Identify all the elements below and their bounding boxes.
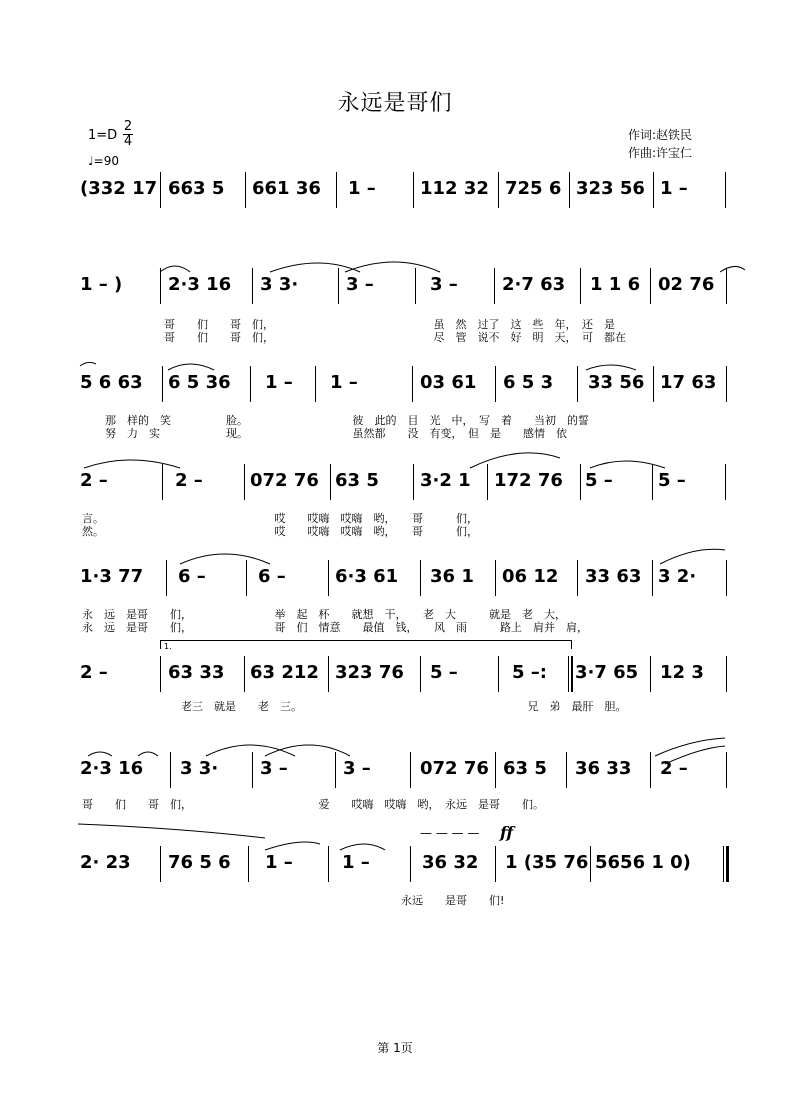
fortissimo-marking: ff <box>500 823 514 842</box>
measure-7: 33 56 <box>588 372 645 393</box>
measure-2: 6 5 36 <box>168 372 231 393</box>
measure-6: 6 5 3 <box>503 372 554 393</box>
measure-8: 3 2· <box>658 566 697 587</box>
final-barline-thick <box>726 846 729 882</box>
barline <box>487 464 488 500</box>
measure-8: 1 – <box>660 178 688 199</box>
barline <box>420 560 421 596</box>
barline <box>650 752 651 788</box>
barline <box>495 846 496 882</box>
repeat-barline <box>568 656 569 692</box>
barline <box>252 268 253 304</box>
measure-6: 5 –: <box>512 662 547 683</box>
credits <box>628 126 692 162</box>
measure-2: 3 3· <box>180 758 219 779</box>
measure-6: 172 76 <box>494 470 563 491</box>
barline <box>166 560 167 596</box>
notation-row <box>80 468 730 498</box>
barline <box>498 656 499 692</box>
barline <box>652 464 653 500</box>
measure-5: 36 32 <box>422 852 479 873</box>
barline <box>244 656 245 692</box>
measure-5: 03 61 <box>420 372 477 393</box>
time-signature-bottom: 4 <box>123 134 133 149</box>
lyrics-verse-2: 努 力 实 现。 虽然都 没 有变， 但 是 感情 依 <box>105 427 567 440</box>
measure-1: 1·3 77 <box>80 566 144 587</box>
measure-4: 3 – <box>343 758 371 779</box>
barline <box>725 464 726 500</box>
composer: 作曲:许宝仁 <box>628 146 693 160</box>
measure-4: 6·3 61 <box>335 566 399 587</box>
lyrics-verse-1: 哥 们 哥 们， 虽 然 过了 这 些 年， 还 是 <box>164 318 615 331</box>
notation-row <box>80 850 730 880</box>
measure-7: 5 – <box>585 470 613 491</box>
measure-6: 2·7 63 <box>502 274 566 295</box>
lyrics-verse-2: 然。 哎 哎嗨 哎嗨 哟， 哥 们， <box>82 525 478 538</box>
lyrics-verse-1: 那 样的 笑 脸。 彼 此的 目 光 中， 写 着 当初 的誓 <box>105 414 589 427</box>
barline <box>160 172 161 208</box>
barline <box>566 752 567 788</box>
notation-row <box>80 176 730 206</box>
barline <box>338 268 339 304</box>
barline <box>569 172 570 208</box>
lyricist: 作词:赵铁民 <box>628 128 693 142</box>
barline <box>250 366 251 402</box>
measure-3: 072 76 <box>250 470 319 491</box>
slur <box>84 460 180 468</box>
measure-3: 661 36 <box>252 178 321 199</box>
barline <box>726 366 727 402</box>
measure-3: 63 212 <box>250 662 319 683</box>
slur <box>265 842 320 850</box>
measure-8: 2 – <box>660 758 688 779</box>
measure-5: 36 1 <box>430 566 474 587</box>
measure-4: 63 5 <box>335 470 379 491</box>
measure-5: 112 32 <box>420 178 489 199</box>
measure-8: 5 – <box>658 470 686 491</box>
barline <box>413 172 414 208</box>
barline <box>413 464 414 500</box>
barline <box>580 464 581 500</box>
slur <box>345 262 440 272</box>
barline <box>650 268 651 304</box>
measure-1: 1 – ) <box>80 274 123 295</box>
slur <box>265 745 350 756</box>
lyrics-verse-1: 永远 是哥 们! <box>82 894 505 907</box>
slur <box>78 824 265 838</box>
slur <box>80 362 96 366</box>
measure-7: 323 56 <box>576 178 645 199</box>
volta-label: 1. <box>164 642 172 651</box>
barline <box>653 172 654 208</box>
measure-7: 36 33 <box>575 758 632 779</box>
time-signature-top: 2 <box>123 119 133 134</box>
measure-2: 76 5 6 <box>168 852 231 873</box>
measure-1: 2·3 16 <box>80 758 144 779</box>
slur <box>180 554 270 564</box>
measure-4: 323 76 <box>335 662 404 683</box>
lyrics-verse-2: 永 远 是哥 们， 哥 们 情意 最值 钱， 风 雨 路上 肩并 肩， <box>82 621 588 634</box>
barline <box>577 366 578 402</box>
page-number: 第 1页 <box>377 1041 413 1055</box>
measure-6: 1 (35 76 <box>505 852 589 873</box>
crescendo-dashes: — — — — <box>420 826 480 840</box>
tempo-marking <box>88 154 119 168</box>
measure-8: 02 76 <box>658 274 715 295</box>
barline <box>252 752 253 788</box>
measure-3: 1 – <box>265 852 293 873</box>
slur <box>660 549 725 564</box>
barline <box>420 656 421 692</box>
measure-3: 3 3· <box>260 274 299 295</box>
barline <box>577 560 578 596</box>
tempo-value: =90 <box>93 154 119 168</box>
notation-row <box>80 660 730 690</box>
barline <box>336 172 337 208</box>
measure-5: 3·2 1 <box>420 470 471 491</box>
slur <box>270 263 360 272</box>
measure-5: 5 – <box>430 662 458 683</box>
lyrics-verse-1: 言。 哎 哎嗨 哎嗨 哟， 哥 们， <box>82 512 478 525</box>
barline <box>650 656 651 692</box>
measure-7: 1 1 6 <box>590 274 641 295</box>
measure-1: (332 17 <box>80 178 158 199</box>
notation-row <box>80 564 730 594</box>
lyrics-verse-1: 永 远 是哥 们， 举 起 杯 就想 干， 老 大 就是 老 大， <box>82 608 566 621</box>
measure-7: 3·7 65 <box>575 662 639 683</box>
barline <box>248 846 249 882</box>
barline <box>328 656 329 692</box>
measure-3: 6 – <box>258 566 286 587</box>
measure-5: 3 – <box>430 274 458 295</box>
measure-2: 2 – <box>175 470 203 491</box>
measure-1: 2 – <box>80 662 108 683</box>
barline <box>160 846 161 882</box>
barline <box>160 268 161 304</box>
measure-3: 1 – <box>265 372 293 393</box>
barline <box>335 752 336 788</box>
lyrics-verse-1: 老三 就是 老 三。 兄 弟 最肝 胆。 <box>82 700 627 713</box>
first-ending-bracket <box>160 640 572 649</box>
measure-2: 6 – <box>178 566 206 587</box>
barline <box>726 268 727 304</box>
barline <box>162 366 163 402</box>
measure-4: 3 – <box>346 274 374 295</box>
slur <box>470 453 560 468</box>
barline <box>653 366 654 402</box>
measure-6: 06 12 <box>502 566 559 587</box>
measure-1: 5 6 63 <box>80 372 143 393</box>
barline <box>315 366 316 402</box>
lyrics-verse-2: 哥 们 哥 们， 尽 管 说不 好 明 天， 可 都在 <box>164 331 626 344</box>
barline <box>580 268 581 304</box>
barline <box>245 172 246 208</box>
barline <box>498 172 499 208</box>
barline <box>652 560 653 596</box>
barline <box>495 560 496 596</box>
barline <box>328 846 329 882</box>
lyrics-verse-1: 哥 们 哥 们， 爱 哎嗨 哎嗨 哟， 永远 是哥 们。 <box>82 798 544 811</box>
barline <box>494 268 495 304</box>
barline <box>726 752 727 788</box>
song-title: 永远是哥们 <box>337 91 453 116</box>
barline <box>244 464 245 500</box>
barline <box>246 560 247 596</box>
time-signature <box>123 120 133 149</box>
notation-row <box>80 756 730 786</box>
notation-row <box>80 370 730 400</box>
final-barline <box>723 846 724 882</box>
slur <box>590 461 665 468</box>
barline <box>328 560 329 596</box>
measure-8: 12 3 <box>660 662 704 683</box>
barline <box>726 560 727 596</box>
barline <box>495 366 496 402</box>
key-signature: 1=D <box>88 128 118 143</box>
barline <box>412 366 413 402</box>
barline <box>170 752 171 788</box>
barline <box>160 656 161 692</box>
slur <box>206 745 295 756</box>
barline <box>410 752 411 788</box>
barline <box>162 464 163 500</box>
barline <box>726 656 727 692</box>
measure-6: 725 6 <box>505 178 562 199</box>
measure-4: 1 – <box>330 372 358 393</box>
quarter-note-icon: ♩ <box>88 154 94 168</box>
barline <box>415 268 416 304</box>
measure-1: 2· 23 <box>80 852 131 873</box>
measure-4: 1 – <box>342 852 370 873</box>
measure-6: 63 5 <box>503 758 547 779</box>
measure-4: 1 – <box>348 178 376 199</box>
barline <box>495 752 496 788</box>
barline <box>725 172 726 208</box>
measure-7: 5656 1 0) <box>595 852 691 873</box>
measure-5: 072 76 <box>420 758 489 779</box>
barline <box>330 464 331 500</box>
measure-7: 33 63 <box>585 566 642 587</box>
repeat-barline-thick <box>571 656 573 692</box>
notation-row <box>80 272 730 302</box>
measure-8: 17 63 <box>660 372 717 393</box>
measure-3: 3 – <box>260 758 288 779</box>
slur <box>655 738 725 756</box>
barline <box>590 846 591 882</box>
barline <box>410 846 411 882</box>
measure-1: 2 – <box>80 470 108 491</box>
measure-2: 2·3 16 <box>168 274 232 295</box>
measure-2: 663 5 <box>168 178 225 199</box>
measure-2: 63 33 <box>168 662 225 683</box>
